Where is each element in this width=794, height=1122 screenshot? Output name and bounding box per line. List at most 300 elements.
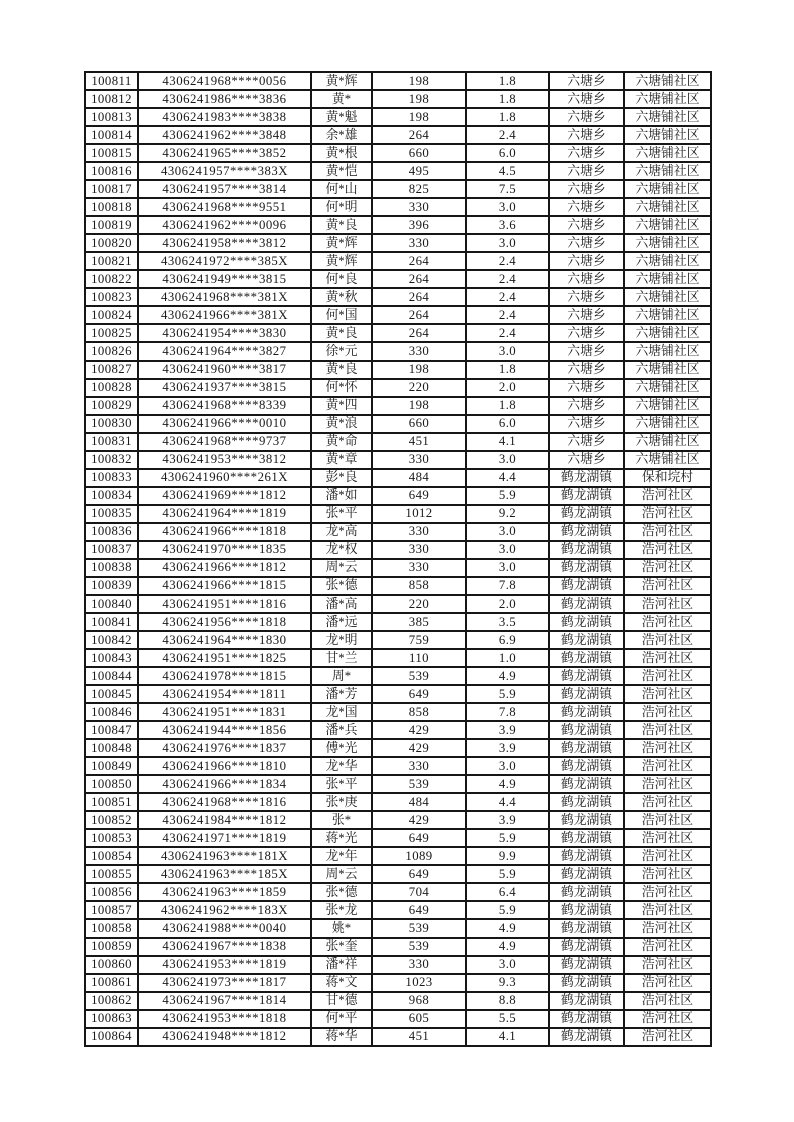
cell-rate: 3.0 bbox=[466, 234, 549, 252]
cell-masked-name: 黄*辉 bbox=[311, 252, 372, 270]
table-row bbox=[85, 685, 711, 703]
cell-serial-number: 100857 bbox=[85, 901, 138, 919]
cell-rate: 2.4 bbox=[466, 270, 549, 288]
cell-serial-number: 100846 bbox=[85, 703, 138, 721]
cell-id-number: 4306241944****1856 bbox=[138, 721, 311, 739]
cell-community: 六塘铺社区 bbox=[624, 361, 711, 379]
cell-serial-number: 100836 bbox=[85, 523, 138, 541]
cell-amount: 825 bbox=[372, 180, 466, 198]
table-row bbox=[85, 992, 711, 1010]
cell-masked-name: 潘*兵 bbox=[311, 721, 372, 739]
cell-serial-number: 100838 bbox=[85, 559, 138, 577]
cell-masked-name: 黄*良 bbox=[311, 216, 372, 234]
cell-rate: 7.8 bbox=[466, 703, 549, 721]
cell-township: 六塘乡 bbox=[549, 270, 624, 288]
table-row bbox=[85, 757, 711, 775]
cell-community: 浩河社区 bbox=[624, 901, 711, 919]
cell-id-number: 4306241966****1810 bbox=[138, 757, 311, 775]
cell-masked-name: 黄*章 bbox=[311, 451, 372, 469]
cell-community: 浩河社区 bbox=[624, 956, 711, 974]
table-row bbox=[85, 216, 711, 234]
table-row bbox=[85, 595, 711, 613]
cell-masked-name: 徐*元 bbox=[311, 342, 372, 360]
cell-community: 六塘铺社区 bbox=[624, 397, 711, 415]
table-row bbox=[85, 469, 711, 487]
cell-masked-name: 蒋*华 bbox=[311, 1028, 372, 1046]
cell-serial-number: 100853 bbox=[85, 829, 138, 847]
cell-community: 浩河社区 bbox=[624, 739, 711, 757]
cell-masked-name: 何*明 bbox=[311, 198, 372, 216]
cell-rate: 8.8 bbox=[466, 992, 549, 1010]
cell-amount: 484 bbox=[372, 793, 466, 811]
cell-rate: 7.8 bbox=[466, 577, 549, 595]
cell-community: 六塘铺社区 bbox=[624, 216, 711, 234]
cell-community: 浩河社区 bbox=[624, 505, 711, 523]
cell-community: 浩河社区 bbox=[624, 938, 711, 956]
cell-community: 六塘铺社区 bbox=[624, 324, 711, 342]
table-row bbox=[85, 883, 711, 901]
cell-rate: 2.4 bbox=[466, 252, 549, 270]
cell-id-number: 4306241984****1812 bbox=[138, 811, 311, 829]
cell-rate: 2.0 bbox=[466, 595, 549, 613]
cell-id-number: 4306241970****1835 bbox=[138, 541, 311, 559]
cell-id-number: 4306241968****9551 bbox=[138, 198, 311, 216]
cell-id-number: 4306241966****1815 bbox=[138, 577, 311, 595]
cell-serial-number: 100851 bbox=[85, 793, 138, 811]
cell-masked-name: 张*奎 bbox=[311, 938, 372, 956]
table-row bbox=[85, 721, 711, 739]
cell-community: 六塘铺社区 bbox=[624, 270, 711, 288]
cell-masked-name: 潘*高 bbox=[311, 595, 372, 613]
cell-community: 六塘铺社区 bbox=[624, 144, 711, 162]
cell-township: 六塘乡 bbox=[549, 433, 624, 451]
table-row bbox=[85, 180, 711, 198]
cell-community: 浩河社区 bbox=[624, 757, 711, 775]
cell-masked-name: 黄* bbox=[311, 90, 372, 108]
cell-community: 浩河社区 bbox=[624, 721, 711, 739]
cell-township: 鹤龙湖镇 bbox=[549, 1028, 624, 1046]
cell-amount: 451 bbox=[372, 433, 466, 451]
table-row bbox=[85, 793, 711, 811]
cell-serial-number: 100849 bbox=[85, 757, 138, 775]
cell-id-number: 4306241966****1818 bbox=[138, 523, 311, 541]
cell-rate: 1.8 bbox=[466, 90, 549, 108]
table-row bbox=[85, 523, 711, 541]
cell-serial-number: 100848 bbox=[85, 739, 138, 757]
cell-masked-name: 余*雄 bbox=[311, 126, 372, 144]
cell-serial-number: 100840 bbox=[85, 595, 138, 613]
cell-amount: 649 bbox=[372, 865, 466, 883]
cell-id-number: 4306241967****1838 bbox=[138, 938, 311, 956]
cell-amount: 220 bbox=[372, 379, 466, 397]
cell-masked-name: 何*良 bbox=[311, 270, 372, 288]
cell-masked-name: 周* bbox=[311, 667, 372, 685]
cell-rate: 1.0 bbox=[466, 649, 549, 667]
cell-serial-number: 100852 bbox=[85, 811, 138, 829]
cell-serial-number: 100834 bbox=[85, 487, 138, 505]
table-row bbox=[85, 613, 711, 631]
cell-serial-number: 100842 bbox=[85, 631, 138, 649]
cell-rate: 4.9 bbox=[466, 667, 549, 685]
cell-masked-name: 黄*辉 bbox=[311, 72, 372, 90]
cell-rate: 4.5 bbox=[466, 162, 549, 180]
cell-id-number: 4306241965****3852 bbox=[138, 144, 311, 162]
cell-amount: 110 bbox=[372, 649, 466, 667]
cell-id-number: 4306241968****0056 bbox=[138, 72, 311, 90]
cell-township: 六塘乡 bbox=[549, 342, 624, 360]
cell-township: 六塘乡 bbox=[549, 180, 624, 198]
cell-amount: 264 bbox=[372, 252, 466, 270]
cell-community: 浩河社区 bbox=[624, 685, 711, 703]
cell-township: 鹤龙湖镇 bbox=[549, 1010, 624, 1028]
cell-rate: 5.9 bbox=[466, 685, 549, 703]
cell-masked-name: 潘*如 bbox=[311, 487, 372, 505]
cell-serial-number: 100811 bbox=[85, 72, 138, 90]
cell-serial-number: 100855 bbox=[85, 865, 138, 883]
cell-amount: 330 bbox=[372, 234, 466, 252]
cell-id-number: 4306241972****385X bbox=[138, 252, 311, 270]
cell-community: 浩河社区 bbox=[624, 613, 711, 631]
cell-amount: 495 bbox=[372, 162, 466, 180]
cell-serial-number: 100824 bbox=[85, 306, 138, 324]
cell-serial-number: 100816 bbox=[85, 162, 138, 180]
cell-township: 鹤龙湖镇 bbox=[549, 901, 624, 919]
cell-rate: 5.9 bbox=[466, 865, 549, 883]
cell-community: 浩河社区 bbox=[624, 577, 711, 595]
cell-community: 六塘铺社区 bbox=[624, 180, 711, 198]
table-row bbox=[85, 919, 711, 937]
cell-serial-number: 100827 bbox=[85, 361, 138, 379]
cell-rate: 4.1 bbox=[466, 433, 549, 451]
cell-id-number: 4306241954****3830 bbox=[138, 324, 311, 342]
cell-rate: 1.8 bbox=[466, 108, 549, 126]
cell-rate: 6.4 bbox=[466, 883, 549, 901]
cell-township: 六塘乡 bbox=[549, 126, 624, 144]
cell-masked-name: 黄*良 bbox=[311, 361, 372, 379]
cell-amount: 649 bbox=[372, 901, 466, 919]
cell-community: 六塘铺社区 bbox=[624, 379, 711, 397]
cell-masked-name: 黄*命 bbox=[311, 433, 372, 451]
cell-township: 六塘乡 bbox=[549, 306, 624, 324]
cell-id-number: 4306241953****1819 bbox=[138, 956, 311, 974]
cell-community: 浩河社区 bbox=[624, 667, 711, 685]
cell-rate: 9.9 bbox=[466, 847, 549, 865]
cell-rate: 2.4 bbox=[466, 288, 549, 306]
cell-id-number: 4306241951****1831 bbox=[138, 703, 311, 721]
cell-amount: 198 bbox=[372, 361, 466, 379]
cell-amount: 649 bbox=[372, 829, 466, 847]
table-row bbox=[85, 703, 711, 721]
table-row bbox=[85, 361, 711, 379]
cell-township: 六塘乡 bbox=[549, 90, 624, 108]
cell-amount: 660 bbox=[372, 144, 466, 162]
cell-serial-number: 100835 bbox=[85, 505, 138, 523]
cell-township: 六塘乡 bbox=[549, 234, 624, 252]
cell-masked-name: 何*怀 bbox=[311, 379, 372, 397]
table-row bbox=[85, 1010, 711, 1028]
cell-rate: 3.6 bbox=[466, 216, 549, 234]
cell-rate: 9.2 bbox=[466, 505, 549, 523]
cell-id-number: 4306241962****3848 bbox=[138, 126, 311, 144]
cell-township: 鹤龙湖镇 bbox=[549, 559, 624, 577]
cell-masked-name: 周*云 bbox=[311, 865, 372, 883]
table-row bbox=[85, 1028, 711, 1046]
cell-serial-number: 100821 bbox=[85, 252, 138, 270]
cell-community: 六塘铺社区 bbox=[624, 306, 711, 324]
cell-id-number: 4306241983****3838 bbox=[138, 108, 311, 126]
cell-rate: 3.0 bbox=[466, 451, 549, 469]
cell-id-number: 4306241953****1818 bbox=[138, 1010, 311, 1028]
cell-serial-number: 100819 bbox=[85, 216, 138, 234]
cell-township: 六塘乡 bbox=[549, 216, 624, 234]
cell-rate: 2.4 bbox=[466, 306, 549, 324]
cell-id-number: 4306241973****1817 bbox=[138, 974, 311, 992]
cell-serial-number: 100856 bbox=[85, 883, 138, 901]
cell-amount: 198 bbox=[372, 72, 466, 90]
cell-masked-name: 潘*芳 bbox=[311, 685, 372, 703]
cell-masked-name: 黄*根 bbox=[311, 144, 372, 162]
cell-serial-number: 100832 bbox=[85, 451, 138, 469]
cell-community: 浩河社区 bbox=[624, 919, 711, 937]
cell-id-number: 4306241963****1859 bbox=[138, 883, 311, 901]
cell-township: 鹤龙湖镇 bbox=[549, 793, 624, 811]
cell-amount: 330 bbox=[372, 523, 466, 541]
cell-township: 六塘乡 bbox=[549, 397, 624, 415]
cell-township: 鹤龙湖镇 bbox=[549, 541, 624, 559]
cell-rate: 3.9 bbox=[466, 739, 549, 757]
cell-township: 鹤龙湖镇 bbox=[549, 829, 624, 847]
cell-serial-number: 100820 bbox=[85, 234, 138, 252]
cell-rate: 3.0 bbox=[466, 559, 549, 577]
cell-serial-number: 100847 bbox=[85, 721, 138, 739]
cell-rate: 9.3 bbox=[466, 974, 549, 992]
cell-community: 六塘铺社区 bbox=[624, 288, 711, 306]
cell-township: 鹤龙湖镇 bbox=[549, 938, 624, 956]
cell-amount: 429 bbox=[372, 811, 466, 829]
cell-amount: 330 bbox=[372, 541, 466, 559]
cell-rate: 2.4 bbox=[466, 324, 549, 342]
cell-serial-number: 100850 bbox=[85, 775, 138, 793]
table-row bbox=[85, 198, 711, 216]
cell-serial-number: 100843 bbox=[85, 649, 138, 667]
cell-serial-number: 100860 bbox=[85, 956, 138, 974]
cell-masked-name: 蒋*文 bbox=[311, 974, 372, 992]
cell-community: 六塘铺社区 bbox=[624, 162, 711, 180]
cell-id-number: 4306241968****8339 bbox=[138, 397, 311, 415]
cell-masked-name: 张*平 bbox=[311, 775, 372, 793]
cell-rate: 1.8 bbox=[466, 361, 549, 379]
cell-serial-number: 100839 bbox=[85, 577, 138, 595]
cell-rate: 5.9 bbox=[466, 829, 549, 847]
cell-amount: 330 bbox=[372, 559, 466, 577]
cell-amount: 396 bbox=[372, 216, 466, 234]
cell-rate: 5.5 bbox=[466, 1010, 549, 1028]
cell-amount: 605 bbox=[372, 1010, 466, 1028]
table-row bbox=[85, 270, 711, 288]
cell-serial-number: 100858 bbox=[85, 919, 138, 937]
cell-community: 六塘铺社区 bbox=[624, 126, 711, 144]
table-row bbox=[85, 505, 711, 523]
cell-id-number: 4306241986****3836 bbox=[138, 90, 311, 108]
table-body bbox=[85, 72, 711, 1046]
table-row bbox=[85, 829, 711, 847]
cell-rate: 4.9 bbox=[466, 938, 549, 956]
cell-amount: 1012 bbox=[372, 505, 466, 523]
cell-id-number: 4306241966****1834 bbox=[138, 775, 311, 793]
cell-id-number: 4306241962****183X bbox=[138, 901, 311, 919]
table-row bbox=[85, 342, 711, 360]
cell-amount: 264 bbox=[372, 306, 466, 324]
cell-masked-name: 何*平 bbox=[311, 1010, 372, 1028]
cell-id-number: 4306241968****1816 bbox=[138, 793, 311, 811]
cell-township: 鹤龙湖镇 bbox=[549, 631, 624, 649]
table-row bbox=[85, 631, 711, 649]
cell-masked-name: 何*山 bbox=[311, 180, 372, 198]
cell-id-number: 4306241957****383X bbox=[138, 162, 311, 180]
cell-amount: 1089 bbox=[372, 847, 466, 865]
cell-amount: 264 bbox=[372, 324, 466, 342]
cell-id-number: 4306241963****185X bbox=[138, 865, 311, 883]
cell-community: 六塘铺社区 bbox=[624, 90, 711, 108]
table-row bbox=[85, 144, 711, 162]
table-row bbox=[85, 956, 711, 974]
cell-amount: 968 bbox=[372, 992, 466, 1010]
cell-rate: 1.8 bbox=[466, 397, 549, 415]
cell-amount: 330 bbox=[372, 956, 466, 974]
cell-township: 鹤龙湖镇 bbox=[549, 649, 624, 667]
cell-amount: 539 bbox=[372, 667, 466, 685]
cell-masked-name: 龙*华 bbox=[311, 757, 372, 775]
cell-serial-number: 100833 bbox=[85, 469, 138, 487]
cell-rate: 5.9 bbox=[466, 901, 549, 919]
cell-id-number: 4306241971****1819 bbox=[138, 829, 311, 847]
cell-community: 浩河社区 bbox=[624, 1028, 711, 1046]
cell-amount: 429 bbox=[372, 721, 466, 739]
cell-masked-name: 潘*远 bbox=[311, 613, 372, 631]
cell-community: 浩河社区 bbox=[624, 1010, 711, 1028]
cell-community: 浩河社区 bbox=[624, 829, 711, 847]
cell-rate: 6.0 bbox=[466, 144, 549, 162]
cell-rate: 1.8 bbox=[466, 72, 549, 90]
table-row bbox=[85, 865, 711, 883]
cell-serial-number: 100859 bbox=[85, 938, 138, 956]
table-row bbox=[85, 397, 711, 415]
cell-amount: 330 bbox=[372, 198, 466, 216]
cell-township: 六塘乡 bbox=[549, 379, 624, 397]
cell-community: 浩河社区 bbox=[624, 487, 711, 505]
cell-township: 鹤龙湖镇 bbox=[549, 721, 624, 739]
cell-masked-name: 何*国 bbox=[311, 306, 372, 324]
table-row bbox=[85, 306, 711, 324]
cell-id-number: 4306241964****3827 bbox=[138, 342, 311, 360]
cell-id-number: 4306241951****1825 bbox=[138, 649, 311, 667]
cell-masked-name: 黄*四 bbox=[311, 397, 372, 415]
table-row bbox=[85, 415, 711, 433]
cell-rate: 3.0 bbox=[466, 541, 549, 559]
cell-id-number: 4306241949****3815 bbox=[138, 270, 311, 288]
cell-serial-number: 100825 bbox=[85, 324, 138, 342]
cell-community: 浩河社区 bbox=[624, 541, 711, 559]
cell-masked-name: 张*龙 bbox=[311, 901, 372, 919]
cell-township: 鹤龙湖镇 bbox=[549, 613, 624, 631]
table-row bbox=[85, 901, 711, 919]
table-row bbox=[85, 451, 711, 469]
cell-rate: 3.0 bbox=[466, 757, 549, 775]
cell-rate: 4.9 bbox=[466, 919, 549, 937]
cell-serial-number: 100823 bbox=[85, 288, 138, 306]
table-row bbox=[85, 252, 711, 270]
cell-township: 鹤龙湖镇 bbox=[549, 469, 624, 487]
cell-township: 六塘乡 bbox=[549, 198, 624, 216]
cell-township: 鹤龙湖镇 bbox=[549, 487, 624, 505]
cell-masked-name: 蒋*光 bbox=[311, 829, 372, 847]
cell-serial-number: 100829 bbox=[85, 397, 138, 415]
table-row bbox=[85, 739, 711, 757]
cell-community: 浩河社区 bbox=[624, 523, 711, 541]
cell-township: 六塘乡 bbox=[549, 324, 624, 342]
cell-id-number: 4306241969****1812 bbox=[138, 487, 311, 505]
cell-amount: 264 bbox=[372, 126, 466, 144]
cell-masked-name: 张*平 bbox=[311, 505, 372, 523]
table-row bbox=[85, 379, 711, 397]
table-row bbox=[85, 90, 711, 108]
cell-amount: 264 bbox=[372, 270, 466, 288]
cell-rate: 3.9 bbox=[466, 811, 549, 829]
cell-id-number: 4306241937****3815 bbox=[138, 379, 311, 397]
cell-serial-number: 100814 bbox=[85, 126, 138, 144]
table-row bbox=[85, 559, 711, 577]
cell-masked-name: 傅*光 bbox=[311, 739, 372, 757]
cell-id-number: 4306241960****3817 bbox=[138, 361, 311, 379]
cell-masked-name: 龙*高 bbox=[311, 523, 372, 541]
table-row bbox=[85, 433, 711, 451]
cell-masked-name: 黄*恺 bbox=[311, 162, 372, 180]
cell-township: 六塘乡 bbox=[549, 361, 624, 379]
cell-masked-name: 张*德 bbox=[311, 883, 372, 901]
cell-amount: 484 bbox=[372, 469, 466, 487]
cell-township: 鹤龙湖镇 bbox=[549, 847, 624, 865]
cell-serial-number: 100862 bbox=[85, 992, 138, 1010]
cell-rate: 3.0 bbox=[466, 523, 549, 541]
cell-community: 浩河社区 bbox=[624, 595, 711, 613]
cell-amount: 330 bbox=[372, 757, 466, 775]
cell-masked-name: 潘*祥 bbox=[311, 956, 372, 974]
cell-township: 鹤龙湖镇 bbox=[549, 883, 624, 901]
cell-township: 鹤龙湖镇 bbox=[549, 703, 624, 721]
cell-township: 鹤龙湖镇 bbox=[549, 577, 624, 595]
cell-township: 六塘乡 bbox=[549, 288, 624, 306]
cell-township: 鹤龙湖镇 bbox=[549, 974, 624, 992]
cell-township: 六塘乡 bbox=[549, 415, 624, 433]
cell-amount: 330 bbox=[372, 342, 466, 360]
cell-community: 六塘铺社区 bbox=[624, 433, 711, 451]
cell-id-number: 4306241988****0040 bbox=[138, 919, 311, 937]
cell-rate: 3.9 bbox=[466, 721, 549, 739]
cell-community: 浩河社区 bbox=[624, 649, 711, 667]
table-row bbox=[85, 667, 711, 685]
table-row bbox=[85, 938, 711, 956]
cell-rate: 3.0 bbox=[466, 198, 549, 216]
cell-amount: 858 bbox=[372, 703, 466, 721]
cell-township: 六塘乡 bbox=[549, 162, 624, 180]
cell-community: 六塘铺社区 bbox=[624, 198, 711, 216]
cell-id-number: 4306241966****1812 bbox=[138, 559, 311, 577]
cell-amount: 198 bbox=[372, 90, 466, 108]
cell-township: 鹤龙湖镇 bbox=[549, 739, 624, 757]
cell-amount: 264 bbox=[372, 288, 466, 306]
table-row bbox=[85, 847, 711, 865]
cell-serial-number: 100841 bbox=[85, 613, 138, 631]
